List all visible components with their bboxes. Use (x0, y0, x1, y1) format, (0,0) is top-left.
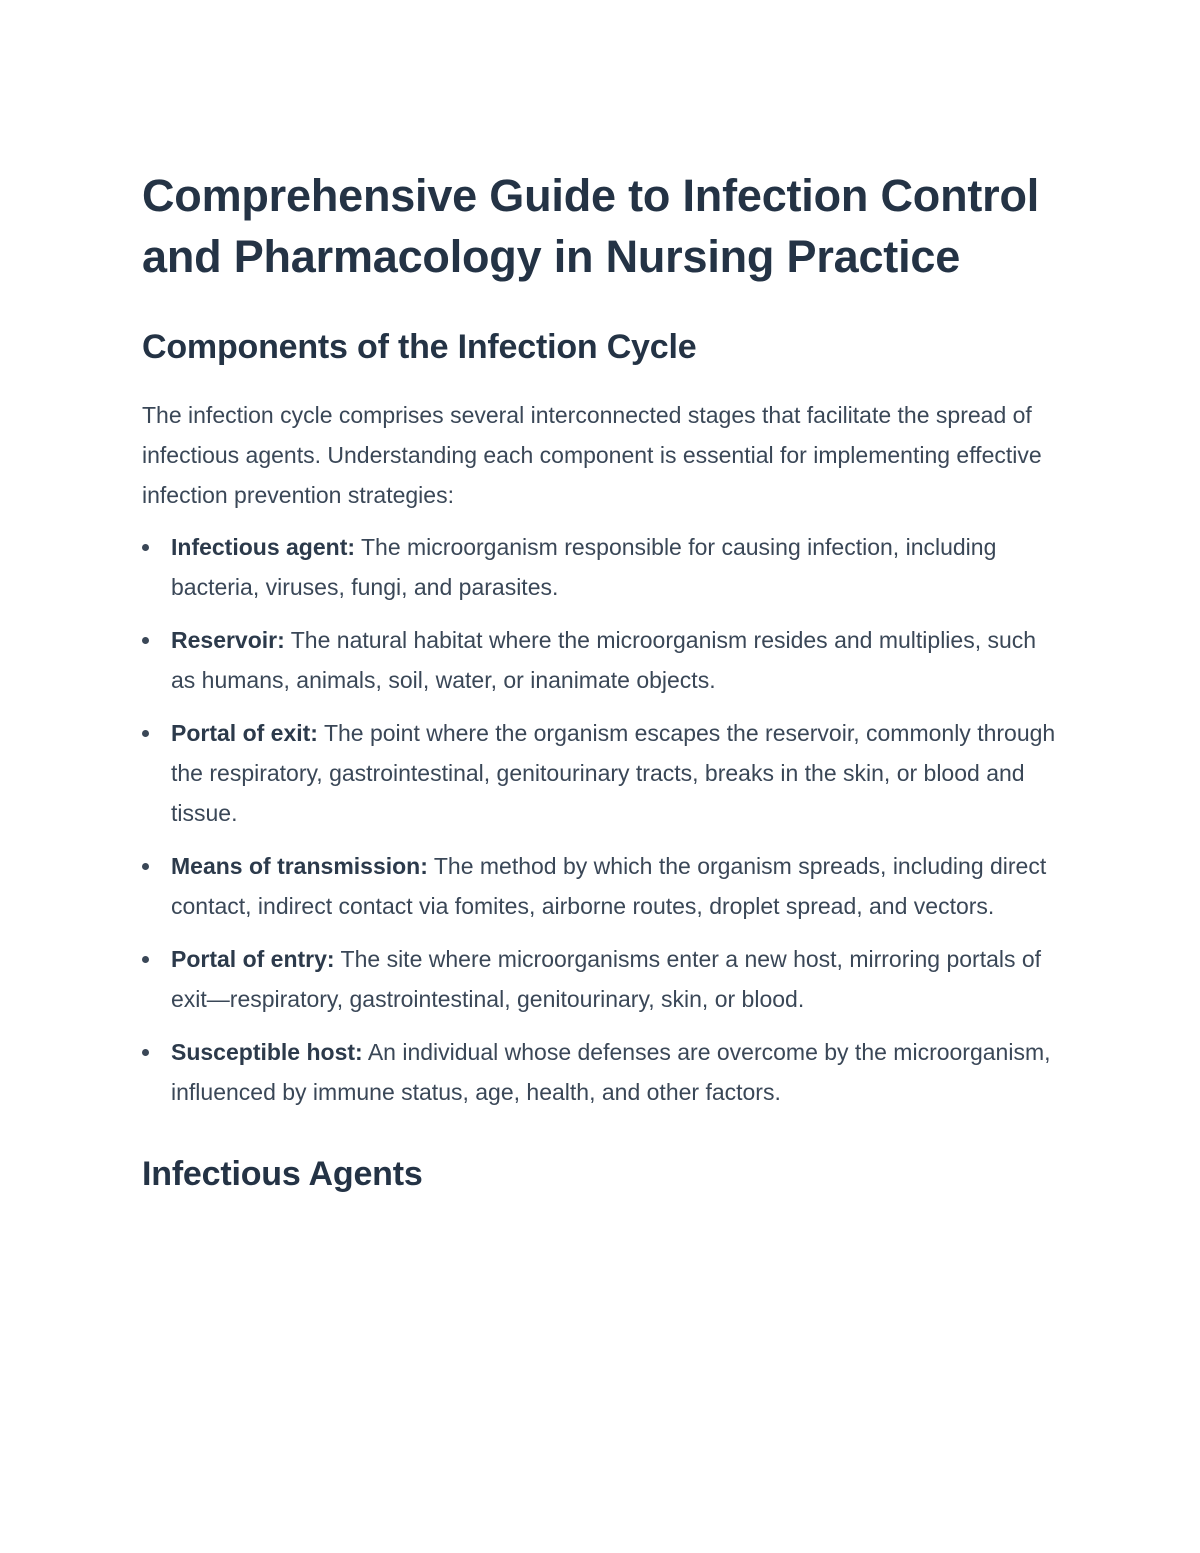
section-intro-paragraph: The infection cycle comprises several interconnected stages that facilitate the spread of infectious agents. Understanding each component is essential for implementing effective infection prevention strategies: (142, 402, 1042, 508)
list-item-term: Reservoir: (171, 627, 285, 653)
bullet-icon (142, 730, 149, 737)
list-item-term: Portal of exit: (171, 720, 318, 746)
list-item-term: Susceptible host: (171, 1039, 363, 1065)
list-item (142, 1032, 1062, 1112)
list-item-text: The method by which the organism spreads, including direct contact, indirect contact via fomites, airborne routes, droplet spread, and vectors. (171, 853, 1047, 919)
list-item-text: The point where the organism escapes the reservoir, commonly through the respiratory, gastrointestinal, genitourinary tracts, breaks in the skin, or blood and tissue. (171, 720, 1056, 826)
list-item (142, 846, 1062, 926)
infection-cycle-list (142, 527, 1062, 1112)
list-item-term: Infectious agent: (171, 534, 356, 560)
bullet-icon (142, 956, 149, 963)
list-item-text: The natural habitat where the microorganism resides and multiplies, such as humans, animals, soil, water, or inanimate objects. (171, 627, 1037, 693)
bullet-icon (142, 1049, 149, 1056)
list-item (142, 939, 1062, 1019)
bullet-icon (142, 863, 149, 870)
list-item-text: The site where microorganisms enter a new host, mirroring portals of exit—respiratory, gastrointestinal, genitourinary, skin, or blood. (171, 946, 1042, 1012)
section-heading-infection-cycle: Components of the Infection Cycle (142, 328, 697, 366)
bullet-icon (142, 637, 149, 644)
page-title: Comprehensive Guide to Infection Control and Pharmacology in Nursing Practice (142, 170, 1040, 282)
list-item-term: Means of transmission: (171, 853, 428, 879)
list-item-text: The microorganism responsible for causing infection, including bacteria, viruses, fungi, and parasites. (171, 534, 997, 600)
section-heading-infectious-agents: Infectious Agents (142, 1155, 423, 1193)
list-item-text: An individual whose defenses are overcome by the microorganism, influenced by immune status, age, health, and other factors. (171, 1039, 1051, 1105)
list-item-term: Portal of entry: (171, 946, 335, 972)
bullet-icon (142, 544, 149, 551)
document-page (142, 165, 1062, 1195)
list-item (142, 527, 1062, 607)
list-item (142, 713, 1062, 833)
list-item (142, 620, 1062, 700)
